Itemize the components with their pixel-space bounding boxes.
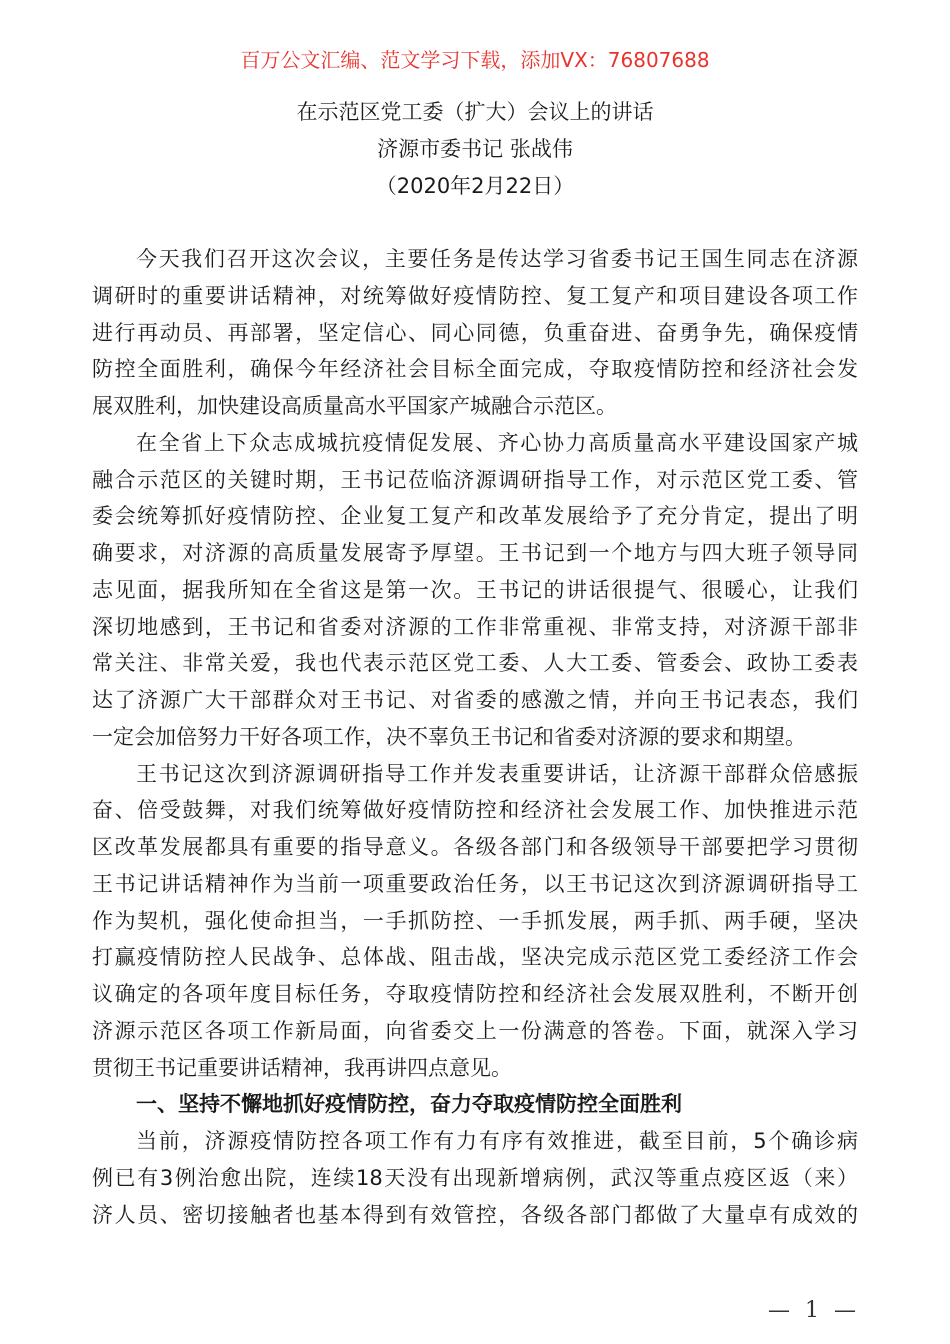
document-title: 在示范区党工委（扩大）会议上的讲话 [296,100,654,124]
text-line: 在全省上下众志成城抗疫情促发展、齐心协力高质量高水平建设国家产城 [136,430,858,455]
text-line: 达了济源广大干部群众对王书记、对省委的感激之情，并向王书记表态，我们 [92,688,858,712]
page-number: — 1 — [768,1298,860,1323]
document-date: （2020年2月22日） [375,174,575,198]
text-line: 作为契机，强化使命担当，一手抓防控、一手抓发展，两手抓、两手硬，坚决 [92,908,858,933]
document-body [92,241,858,1233]
text-line: 深切地感到，王书记和省委对济源的工作非常重视、非常支持，对济源干部非 [92,614,858,639]
text-line: 防控全面胜利，确保今年经济社会目标全面完成，夺取疫情防控和经济社会发 [92,357,858,382]
text-line: 打赢疫情防控人民战争、总体战、阻击战，坚决完成示范区党工委经济工作会 [92,945,858,970]
text-line: 常关注、非常关爱，我也代表示范区党工委、人大工委、管委会、政协工委表 [92,651,858,676]
text-line: 进行再动员、再部署，坚定信心、同心同德，负重奋进、奋勇争先，确保疫情 [92,320,858,345]
text-line: 调研时的重要讲话精神，对统筹做好疫情防控、复工复产和项目建设各项工作 [92,283,858,308]
paragraph [92,425,858,756]
text-line: 贯彻王书记重要讲话精神，我再讲四点意见。 [92,1055,512,1080]
text-line: 确要求，对济源的高质量发展寄予厚望。王书记到一个地方与四大班子领导同 [92,541,858,565]
text-line: 融合示范区的关键时期，王书记莅临济源调研指导工作，对示范区党工委、管 [92,467,858,492]
text-line: 一、坚持不懈地抓好疫情防控，奋力夺取疫情防控全面胜利 [136,1092,682,1117]
text-line: 议确定的各项年度目标任务，夺取疫情防控和经济社会发展双胜利，不断开创 [92,982,858,1006]
watermark-banner: 百万公文汇编、范文学习下载，添加VX：76807688 [240,48,710,72]
text-line: 济源示范区各项工作新局面，向省委交上一份满意的答卷。下面，就深入学习 [92,1018,858,1043]
text-line: 当前，济源疫情防控各项工作有力有序有效推进，截至目前，5个确诊病 [136,1129,858,1153]
text-line: 济人员、密切接触者也基本得到有效管控，各级各部门都做了大量卓有成效的 [92,1202,858,1227]
text-line: 今天我们召开这次会议，主要任务是传达学习省委书记王国生同志在济源 [136,247,858,271]
paragraph [92,241,858,425]
text-line: 志见面，据我所知在全省这是第一次。王书记的讲话很提气、很暖心，让我们 [92,577,858,602]
text-line: 王书记讲话精神作为当前一项重要政治任务，以王书记这次到济源调研指导工 [92,871,858,896]
text-line: 奋、倍受鼓舞，对我们统筹做好疫情防控和经济社会发展工作、加快推进示范 [92,798,858,823]
text-line: 一定会加倍努力干好各项工作，决不辜负王书记和省委对济源的要求和期望。 [92,724,806,749]
text-line: 例已有3例治愈出院，连续18天没有出现新增病例，武汉等重点疫区返（来） [92,1165,858,1190]
section-heading [92,1086,858,1123]
document-author: 济源市委书记 张战伟 [377,137,573,161]
text-line: 王书记这次到济源调研指导工作并发表重要讲话，让济源干部群众倍感振 [136,761,858,786]
text-line: 委会统筹抓好疫情防控、企业复工复产和改革发展给予了充分肯定，提出了明 [92,504,858,529]
paragraph [92,1123,858,1233]
text-line: 区改革发展都具有重要的指导意义。各级各部门和各级领导干部要把学习贯彻 [92,835,858,859]
paragraph [92,756,858,1087]
text-line: 展双胜利，加快建设高质量高水平国家产城融合示范区。 [92,394,617,418]
